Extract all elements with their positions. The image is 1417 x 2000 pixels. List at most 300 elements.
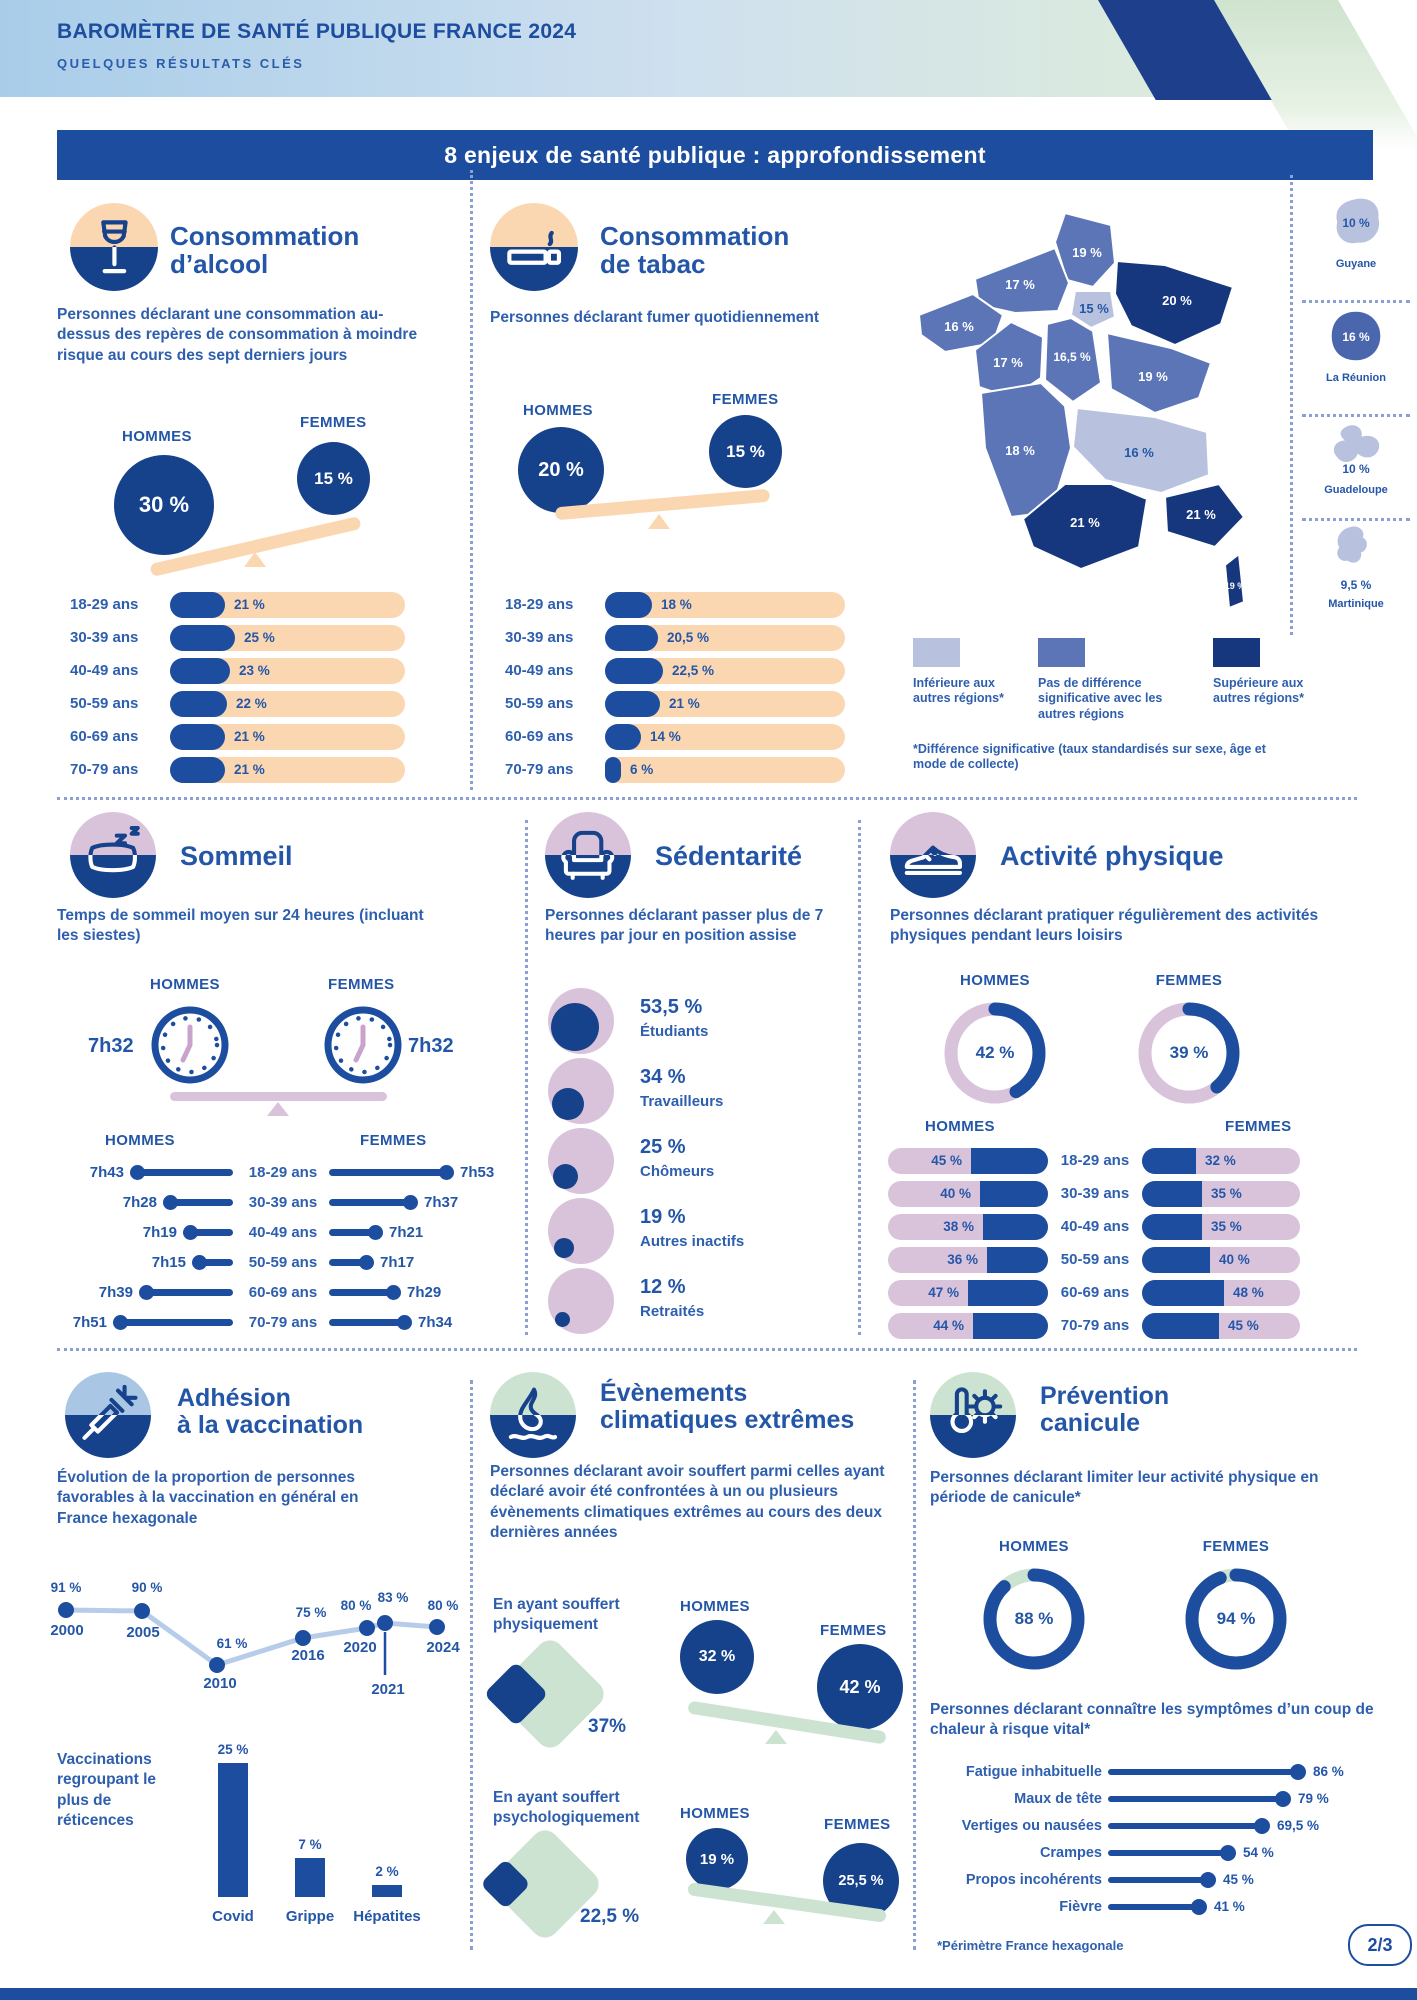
sedentarite-item-dot	[553, 1164, 578, 1189]
clock-femmes-icon	[323, 1005, 403, 1085]
activite-bars-hommes: HOMMES	[925, 1118, 995, 1135]
map-value-ile-de-france: 15 %	[1079, 301, 1109, 316]
fill	[1142, 1313, 1219, 1339]
divider-row3-col1	[470, 1380, 473, 1950]
vacc-point-value: 90 %	[131, 1580, 163, 1595]
tabac-description: Personnes déclarant fumer quotidiennement	[490, 309, 820, 326]
sommeil-femmes-line	[329, 1169, 446, 1176]
symptome-value: 69,5 %	[1277, 1818, 1320, 1833]
fill	[971, 1148, 1048, 1174]
tabac-bar-fill	[605, 724, 641, 750]
sedentarite-item-dot	[551, 1003, 599, 1051]
map-value-grand-est: 20 %	[1162, 293, 1192, 308]
sommeil-femmes-line	[329, 1199, 410, 1206]
tabac-bar-fill	[605, 658, 663, 684]
symptome-line	[1108, 1904, 1198, 1910]
tabac-title-line2: de tabac	[600, 249, 706, 280]
sommeil-age-label: 40-49 ans	[248, 1224, 318, 1241]
activite-femmes-value: 35 %	[1211, 1186, 1242, 1201]
cigarette-icon	[490, 203, 578, 291]
alcool-bar	[170, 625, 405, 651]
alcool-bar	[170, 724, 405, 750]
vacc-point-year: 2021	[371, 1681, 405, 1698]
tabac-bar-label: 60-69 ans	[505, 728, 574, 745]
alcool-bar-value: 21 %	[234, 729, 265, 744]
sommeil-hommes-line	[121, 1319, 233, 1326]
covid-label: Covid	[212, 1908, 254, 1925]
tabac-bar-label: 70-79 ans	[505, 761, 574, 778]
sommeil-title: Sommeil	[180, 841, 293, 871]
canicule-symptomes-title: Personnes déclarant connaître les symptômes d’un coup de chaleur à risque vital*	[930, 1701, 1374, 1739]
activite-femmes-donut	[1133, 997, 1245, 1109]
divider-overseas-3	[1302, 518, 1410, 521]
clock-hommes-icon	[150, 1005, 230, 1085]
climat-description: Personnes déclarant avoir souffert parmi celles ayant déclaré avoir été confrontées à un ou plusieurs évènements climatiques extrêmes au cours des deux dernières années	[490, 1463, 885, 1542]
climat-title-line1: Évènements	[600, 1379, 748, 1407]
france-map	[915, 205, 1245, 625]
tabac-bar-label: 40-49 ans	[505, 662, 574, 679]
grippe-bar	[295, 1858, 325, 1897]
activite-femmes-donut-value: 39 %	[1169, 1043, 1209, 1062]
tabac-bar	[605, 757, 845, 783]
sedentarite-item	[548, 1058, 614, 1124]
vaccination-description: Évolution de la proportion de personnes favorables à la vaccination en général en France hexagonale	[57, 1469, 359, 1527]
vacc-point-year: 2010	[203, 1675, 237, 1692]
map-footnote: *Différence significative (taux standardisés sur sexe, âge et mode de collecte)	[913, 742, 1266, 772]
sedentarite-item-label: Travailleurs	[640, 1093, 724, 1110]
map-value-hauts-de-france: 19 %	[1072, 245, 1102, 260]
divider-row2-row3	[57, 1348, 1357, 1351]
guyane-name: Guyane	[1335, 258, 1377, 270]
legend-chip-superieure	[1213, 638, 1260, 667]
sedentarite-item-label: Chômeurs	[640, 1163, 715, 1180]
vacc-point-year: 2005	[126, 1624, 160, 1641]
reunion-value: 16 %	[1342, 330, 1370, 344]
symptome-line	[1108, 1796, 1282, 1802]
tabac-bar-label: 30-39 ans	[505, 629, 574, 646]
canicule-femmes-label: FEMMES	[1202, 1538, 1270, 1555]
activite-hommes-bar	[888, 1181, 1048, 1207]
sedentarite-item-dot	[555, 1312, 570, 1327]
activite-hommes-bar	[888, 1313, 1048, 1339]
vacc-point-value: 83 %	[377, 1590, 409, 1605]
alcool-hommes-bubble: 30 %	[114, 455, 214, 555]
covid-value: 25 %	[217, 1742, 249, 1757]
map-value-pays-de-la-loire: 17 %	[993, 355, 1023, 370]
symptome-label: Propos incohérents	[965, 1872, 1102, 1888]
activite-hommes-bar	[888, 1280, 1048, 1306]
activite-hommes-value: 38 %	[943, 1219, 974, 1234]
fill	[980, 1181, 1048, 1207]
sommeil-femmes-line	[329, 1319, 404, 1326]
activite-hommes-bar	[888, 1148, 1048, 1174]
sommeil-balance	[170, 1092, 387, 1101]
sedentarite-item-value: 12 %	[640, 1276, 686, 1298]
tabac-seesaw-fulcrum	[648, 514, 670, 529]
activite-femmes-bar	[1142, 1247, 1300, 1273]
tabac-title	[600, 222, 789, 278]
vaccination-title	[177, 1385, 363, 1439]
sedentarite-item-value: 25 %	[640, 1136, 686, 1158]
sommeil-femmes-value: 7h37	[424, 1194, 459, 1211]
symptome-value: 86 %	[1313, 1764, 1344, 1779]
sommeil-femmes-value: 7h21	[389, 1224, 424, 1241]
vaccination-title-line2: à la vaccination	[177, 1411, 364, 1439]
sommeil-hommes-line	[171, 1199, 233, 1206]
divider-row2-col1	[525, 820, 528, 1335]
map-value-paca: 21 %	[1186, 507, 1216, 522]
alcool-bar-label: 50-59 ans	[70, 695, 139, 712]
sommeil-hommes-line	[191, 1229, 233, 1236]
sommeil-hommes-value: 7h51	[72, 1314, 107, 1331]
alcool-bar-fill	[170, 625, 235, 651]
symptome-label: Crampes	[1039, 1845, 1102, 1861]
alcool-bar	[170, 691, 405, 717]
sommeil-table-femmes: FEMMES	[360, 1132, 427, 1149]
banner: 8 enjeux de santé publique : approfondissement	[57, 130, 1373, 180]
overseas-guyane	[1300, 192, 1412, 296]
martinique-value: 9,5 %	[1340, 578, 1372, 592]
activite-femmes-bar	[1142, 1280, 1300, 1306]
divider-overseas-1	[1302, 300, 1410, 303]
vacc-point-value: 91 %	[50, 1580, 82, 1595]
hepatites-value: 2 %	[375, 1864, 399, 1879]
sommeil-hommes-label: HOMMES	[150, 976, 220, 993]
canicule-hommes-label: HOMMES	[999, 1538, 1069, 1555]
activite-femmes-value: 48 %	[1233, 1285, 1264, 1300]
sedentarite-item	[548, 1198, 614, 1264]
sedentarite-item-label: Étudiants	[640, 1023, 709, 1040]
climat-physique-value: 37%	[588, 1716, 627, 1737]
activite-age-label: 50-59 ans	[1060, 1251, 1130, 1268]
overseas-reunion	[1300, 306, 1412, 410]
alcool-bar	[170, 592, 405, 618]
map-value-normandie: 17 %	[1005, 277, 1035, 292]
fill	[1142, 1181, 1202, 1207]
canicule-hommes-donut	[978, 1563, 1090, 1675]
activite-age-label: 18-29 ans	[1060, 1152, 1130, 1169]
alcool-bar-fill	[170, 592, 225, 618]
sommeil-table-hommes: HOMMES	[105, 1132, 175, 1149]
sommeil-age-label: 60-69 ans	[248, 1284, 318, 1301]
sedentarite-item-value: 53,5 %	[640, 996, 703, 1018]
alcool-bar-value: 25 %	[244, 630, 275, 645]
climat-title	[600, 1380, 854, 1434]
activite-title: Activité physique	[1000, 841, 1224, 871]
sommeil-row	[57, 1220, 507, 1246]
tabac-hommes-bubble: 20 %	[518, 427, 604, 513]
hepatites-bar	[372, 1885, 402, 1897]
tabac-bar	[605, 625, 845, 651]
sommeil-hommes-value: 7h15	[151, 1254, 186, 1271]
symptome-label: Fatigue inhabituelle	[965, 1764, 1102, 1780]
sommeil-age-label: 18-29 ans	[248, 1164, 318, 1181]
symptome-value: 45 %	[1223, 1872, 1254, 1887]
activite-hommes-bar	[888, 1214, 1048, 1240]
overseas-martinique	[1300, 524, 1412, 634]
alcool-bar-label: 30-39 ans	[70, 629, 139, 646]
sommeil-hommes-line	[138, 1169, 233, 1176]
alcool-bar-fill	[170, 724, 225, 750]
tabac-bar	[605, 691, 845, 717]
activite-age-label: 70-79 ans	[1060, 1317, 1130, 1334]
climat-psy-fulcrum	[763, 1910, 785, 1924]
alcool-title-line2: d’alcool	[170, 249, 269, 280]
activite-femmes-bar	[1142, 1148, 1300, 1174]
fill	[983, 1214, 1048, 1240]
sommeil-row	[57, 1280, 507, 1306]
alcool-femmes-bubble: 15 %	[297, 442, 370, 515]
vacc-point-year: 2024	[426, 1639, 460, 1656]
tabac-bar-value: 14 %	[650, 729, 681, 744]
wine-glass-icon	[70, 203, 158, 291]
hepatites-label: Hépatites	[353, 1908, 421, 1925]
fill	[968, 1280, 1048, 1306]
sedentarite-item-label: Retraités	[640, 1303, 705, 1320]
sommeil-femmes-label: FEMMES	[328, 976, 395, 993]
activite-femmes-label: FEMMES	[1155, 972, 1223, 989]
activite-femmes-value: 32 %	[1205, 1153, 1236, 1168]
sommeil-age-label: 30-39 ans	[248, 1194, 318, 1211]
activite-hommes-value: 47 %	[928, 1285, 959, 1300]
page-footnote: *Périmètre France hexagonale	[937, 1938, 1124, 1953]
symptome-value: 79 %	[1298, 1791, 1329, 1806]
map-value-nouvelle-aquitaine: 18 %	[1005, 443, 1035, 458]
climat-psy-hommes-bubble: 19 %	[686, 1828, 748, 1890]
climat-psy-femmes-bubble: 25,5 %	[823, 1843, 899, 1919]
symptome-line	[1108, 1877, 1207, 1883]
climat-physique-hommes-label: HOMMES	[680, 1598, 750, 1615]
activite-hommes-donut	[939, 997, 1051, 1109]
tabac-hommes-label: HOMMES	[523, 402, 593, 419]
fill	[1142, 1148, 1196, 1174]
alcool-bar-label: 70-79 ans	[70, 761, 139, 778]
symptome-line	[1108, 1850, 1227, 1856]
legend-label-superieure: Supérieure aux autres régions*	[1213, 676, 1305, 706]
alcool-bar-label: 40-49 ans	[70, 662, 139, 679]
alcool-bar-label: 60-69 ans	[70, 728, 139, 745]
page-number-badge: 2/3	[1348, 1924, 1412, 1966]
reunion-name: La Réunion	[1326, 372, 1386, 384]
climat-physique-label: En ayant souffert physiquement	[493, 1596, 620, 1634]
sommeil-row	[57, 1250, 507, 1276]
sneaker-icon	[890, 812, 976, 898]
canicule-title-line2: canicule	[1040, 1409, 1141, 1437]
tabac-bar-value: 18 %	[661, 597, 692, 612]
vacc-point-year: 2016	[291, 1647, 325, 1664]
fill	[987, 1247, 1048, 1273]
activite-femmes-value: 35 %	[1211, 1219, 1242, 1234]
sedentarite-item	[548, 988, 614, 1054]
symptome-line	[1108, 1769, 1297, 1775]
vacc-point-value: 80 %	[427, 1598, 459, 1613]
fill	[1142, 1247, 1210, 1273]
vaccination-reticences-label: Vaccinations regroupant le plus de réticences	[57, 1751, 157, 1830]
armchair-icon	[545, 812, 631, 898]
activite-age-label: 40-49 ans	[1060, 1218, 1130, 1235]
sommeil-femmes-value: 7h29	[407, 1284, 442, 1301]
grippe-value: 7 %	[298, 1837, 322, 1852]
activite-age-label: 60-69 ans	[1060, 1284, 1130, 1301]
alcool-seesaw-fulcrum	[244, 552, 266, 567]
page-subtitle: QUELQUES RÉSULTATS CLÉS	[57, 56, 305, 71]
sommeil-hommes-value: 7h28	[122, 1194, 157, 1211]
tabac-bar-value: 6 %	[630, 762, 654, 777]
vacc-point-value: 61 %	[216, 1636, 248, 1651]
fill	[973, 1313, 1048, 1339]
symptome-label: Vertiges ou nausées	[961, 1818, 1102, 1834]
sommeil-femmes-value: 7h17	[380, 1254, 415, 1271]
climat-physique-femmes-label: FEMMES	[820, 1622, 887, 1639]
sommeil-hommes-value: 7h39	[98, 1284, 133, 1301]
syringe-icon	[65, 1372, 151, 1458]
vacc-point-year: 2020	[343, 1639, 377, 1656]
sommeil-femmes-value: 7h53	[460, 1164, 495, 1181]
symptome-label: Maux de tête	[1014, 1791, 1102, 1807]
legend-chip-inferieure	[913, 638, 960, 667]
guadeloupe-name: Guadeloupe	[1324, 484, 1388, 496]
symptome-value: 54 %	[1243, 1845, 1274, 1860]
divider-row1-map	[1290, 175, 1293, 635]
alcool-bar-value: 21 %	[234, 762, 265, 777]
symptome-line	[1108, 1823, 1261, 1829]
alcool-bar-fill	[170, 691, 227, 717]
vacc-point-year: 2000	[50, 1622, 84, 1639]
guadeloupe-value: 10 %	[1342, 462, 1370, 476]
alcool-bar-fill	[170, 658, 230, 684]
legend-chip-pas-de-difference	[1038, 638, 1085, 667]
legend-label-inferieure: Inférieure aux autres régions*	[913, 676, 1005, 706]
activite-femmes-bar	[1142, 1181, 1300, 1207]
map-value-occitanie: 21 %	[1070, 515, 1100, 530]
sommeil-row	[57, 1310, 507, 1336]
sedentarite-item	[548, 1128, 614, 1194]
alcool-bar	[170, 658, 405, 684]
tabac-bar-label: 18-29 ans	[505, 596, 574, 613]
canicule-description: Personnes déclarant limiter leur activité physique en période de canicule*	[930, 1469, 1319, 1507]
sommeil-hommes-line	[200, 1259, 233, 1266]
canicule-femmes-donut-value: 94 %	[1216, 1609, 1256, 1628]
vacc-point-value: 80 %	[340, 1598, 372, 1613]
overseas-guadeloupe	[1300, 420, 1412, 524]
covid-bar	[218, 1763, 248, 1897]
activite-hommes-bar	[888, 1247, 1048, 1273]
tabac-bar-fill	[605, 691, 660, 717]
divider-row1-row2	[57, 797, 1357, 800]
grippe-label: Grippe	[285, 1908, 335, 1925]
sommeil-hommes-clock-value: 7h32	[88, 1035, 134, 1057]
alcool-bar-value: 23 %	[239, 663, 270, 678]
divider-row1-col1	[470, 170, 473, 790]
climat-psy-diamond-inner	[480, 1859, 531, 1910]
divider-row2-col2	[858, 820, 861, 1335]
alcool-bar-label: 18-29 ans	[70, 596, 139, 613]
header-band	[0, 0, 1240, 97]
climat-physique-fulcrum	[765, 1730, 787, 1744]
divider-row3-col2	[913, 1380, 916, 1950]
activite-femmes-bar	[1142, 1214, 1300, 1240]
sedentarite-item-label: Autres inactifs	[640, 1233, 745, 1250]
sommeil-femmes-line	[329, 1289, 393, 1296]
alcool-description: Personnes déclarant une consommation au-dessus des repères de consommation à moindre risque au cours des sept derniers jours	[57, 306, 418, 364]
vaccination-line-chart	[40, 1570, 480, 1705]
tabac-title-line1: Consommation	[600, 221, 790, 251]
page-title: BAROMÈTRE DE SANTÉ PUBLIQUE FRANCE 2024	[57, 20, 577, 43]
canicule-title-line1: Prévention	[1040, 1382, 1170, 1410]
climat-physique-diamond-inner	[484, 1661, 549, 1726]
sedentarite-item	[548, 1268, 614, 1334]
sommeil-hommes-line	[147, 1289, 233, 1296]
sedentarite-item-dot	[554, 1238, 574, 1258]
canicule-hommes-donut-value: 88 %	[1014, 1609, 1054, 1628]
sommeil-hommes-value: 7h43	[89, 1164, 124, 1181]
climat-psy-value: 22,5 %	[580, 1906, 640, 1927]
tabac-femmes-bubble: 15 %	[709, 415, 782, 488]
map-value-corse: 19 %	[1224, 581, 1245, 591]
climat-psy-label: En ayant souffert psychologiquement	[493, 1789, 640, 1827]
sommeil-femmes-clock-value: 7h32	[408, 1035, 454, 1057]
sommeil-balance-fulcrum	[267, 1102, 289, 1116]
alcool-femmes-label: FEMMES	[300, 414, 367, 431]
alcool-bar-fill	[170, 757, 225, 783]
map-value-centre-val-de-loire: 16,5 %	[1053, 350, 1091, 364]
pillow-icon	[70, 812, 156, 898]
sedentarite-title: Sédentarité	[655, 841, 803, 871]
sedentarite-description: Personnes déclarant passer plus de 7 heures par jour en position assise	[545, 907, 824, 945]
activite-hommes-value: 44 %	[933, 1318, 964, 1333]
symptome-value: 41 %	[1214, 1899, 1245, 1914]
activite-hommes-value: 40 %	[940, 1186, 971, 1201]
vaccination-title-line1: Adhésion	[177, 1384, 291, 1412]
climat-psy-femmes-label: FEMMES	[824, 1816, 891, 1833]
alcool-bar	[170, 757, 405, 783]
tabac-bar-value: 20,5 %	[667, 630, 710, 645]
activite-hommes-label: HOMMES	[960, 972, 1030, 989]
alcool-hommes-label: HOMMES	[122, 428, 192, 445]
bottom-bar	[0, 1988, 1417, 2000]
sommeil-femmes-line	[329, 1259, 366, 1266]
activite-description: Personnes déclarant pratiquer régulièrement des activités physiques pendant leurs loisirs	[890, 907, 1319, 945]
sommeil-row	[57, 1160, 507, 1186]
climat-psy-hommes-label: HOMMES	[680, 1805, 750, 1822]
sommeil-description: Temps de sommeil moyen sur 24 heures (incluant les siestes)	[57, 907, 424, 945]
activite-hommes-donut-value: 42 %	[975, 1043, 1015, 1062]
tabac-bar-fill	[605, 625, 658, 651]
sommeil-hommes-value: 7h19	[142, 1224, 177, 1241]
sedentarite-item-dot	[552, 1088, 584, 1120]
canicule-title	[1040, 1383, 1169, 1437]
martinique-name: Martinique	[1328, 598, 1384, 610]
sommeil-age-label: 50-59 ans	[248, 1254, 318, 1271]
climat-physique-hommes-bubble: 32 %	[680, 1620, 754, 1694]
tabac-bar	[605, 724, 845, 750]
activite-femmes-bar	[1142, 1313, 1300, 1339]
activite-hommes-value: 45 %	[931, 1153, 962, 1168]
legend-label-pas-de-difference: Pas de différence significative avec les autres régions	[1038, 676, 1163, 721]
climat-physique-femmes-bubble: 42 %	[817, 1644, 903, 1730]
activite-bars-femmes: FEMMES	[1225, 1118, 1292, 1135]
alcool-title	[170, 222, 359, 278]
climat-title-line2: climatiques extrêmes	[600, 1406, 855, 1434]
tabac-bar	[605, 592, 845, 618]
symptome-label: Fièvre	[1059, 1899, 1102, 1915]
map-value-bourgogne-franche-comte: 19 %	[1138, 369, 1168, 384]
tabac-bar-fill	[605, 592, 652, 618]
divider-overseas-2	[1302, 414, 1410, 417]
sommeil-femmes-value: 7h34	[418, 1314, 453, 1331]
sedentarite-item-value: 19 %	[640, 1206, 686, 1228]
flame-icon	[490, 1372, 576, 1458]
